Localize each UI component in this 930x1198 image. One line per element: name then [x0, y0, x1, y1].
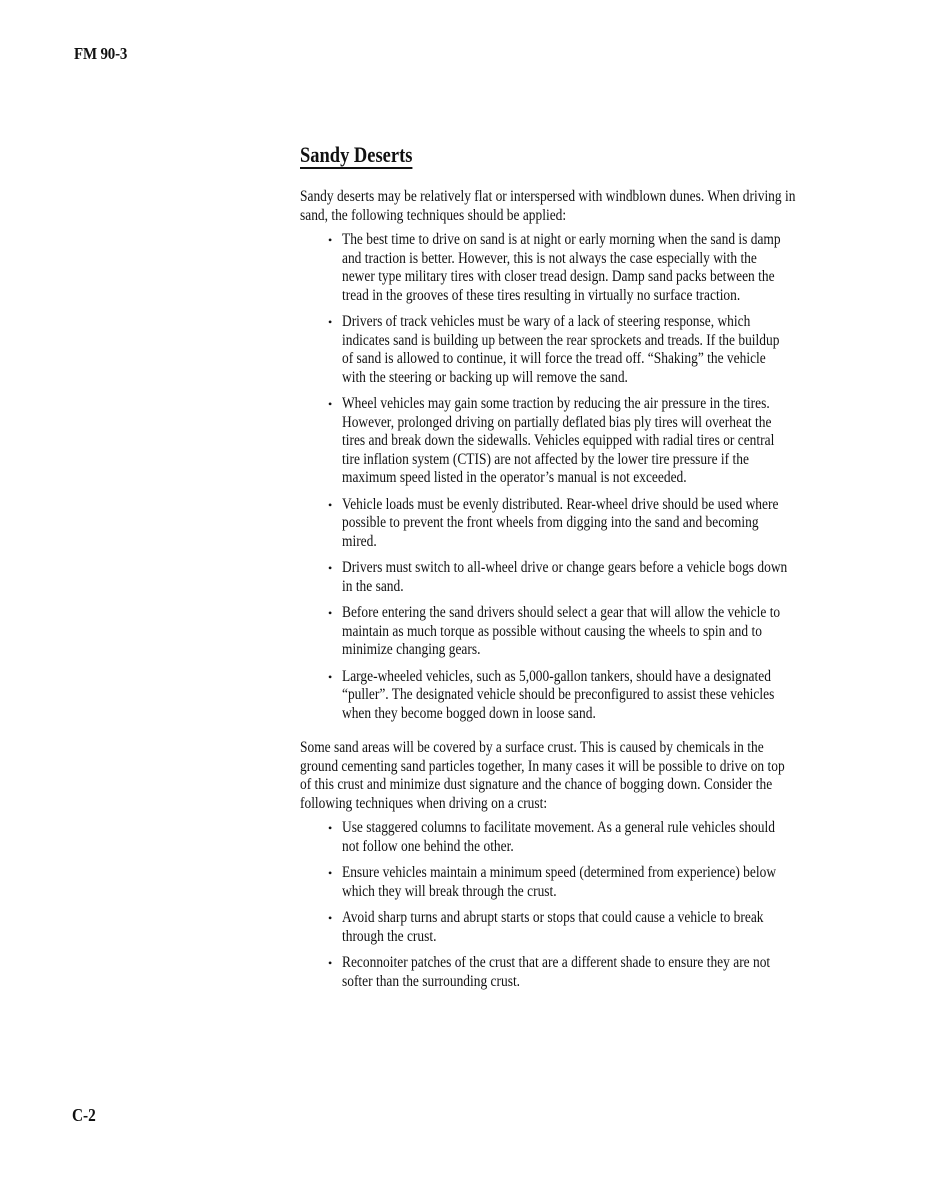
- list-item: [328, 395, 800, 488]
- bullet-marker: •: [328, 497, 333, 512]
- list-item: [328, 559, 800, 596]
- list-item-text: Use staggered columns to facilitate movement. As a general rule vehicles should not follow one behind the other.: [342, 819, 775, 855]
- bullet-marker: •: [328, 956, 333, 970]
- list-item: [328, 231, 800, 305]
- list-item-text: Drivers must switch to all-wheel drive or change gears before a vehicle bogs down in the sand.: [342, 559, 788, 595]
- list-item-text: The best time to drive on sand is at night or early morning when the sand is damp and traction is better. However, this is not always the case especially with the newer type military tires with closer tread design. Damp sand packs between the tread in the grooves of these tires resulting in virtually no surface traction.: [342, 231, 781, 304]
- list-item: [328, 954, 800, 991]
- crust-paragraph: Some sand areas will be covered by a surface crust. This is caused by chemicals in the ground cementing sand particles together, In many cases it will be possible to drive on top of this crust and minimize dust signature and the chance of bogging down. Consider the following techniques when driving on a crust:: [300, 739, 785, 812]
- crust-techniques-list: [300, 819, 800, 991]
- list-item-text: Large-wheeled vehicles, such as 5,000-gallon tankers, should have a designated “puller”. The designated vehicle should be preconfigured to assist these vehicles when they become bogged down in loose sand.: [342, 667, 775, 722]
- list-item: [328, 864, 800, 901]
- bullet-marker: •: [328, 866, 333, 880]
- list-item: [328, 819, 800, 856]
- intro-paragraph: Sandy deserts may be relatively flat or interspersed with windblown dunes. When driving in sand, the following techniques should be applied:: [300, 188, 796, 224]
- list-item: [328, 909, 800, 946]
- document-id: FM 90-3: [74, 44, 128, 63]
- list-item-text: Avoid sharp turns and abrupt starts or stops that could cause a vehicle to break through the crust.: [342, 909, 764, 945]
- list-item-text: Wheel vehicles may gain some traction by reducing the air pressure in the tires. However, prolonged driving on partially deflated bias ply tires will overheat the tires and break down the sidewalls. Vehicles equipped with radial tires or central tire inflation system (CTIS) are not affected by the lower tire pressure if the maximum speed listed in the operator’s manual is not exceeded.: [342, 395, 775, 486]
- sand-techniques-list: [300, 231, 800, 723]
- bullet-marker: •: [328, 397, 333, 411]
- list-item: [328, 496, 800, 552]
- bullet-marker: •: [328, 606, 333, 620]
- list-item-text: Vehicle loads must be evenly distributed. Rear-wheel drive should be used where possible to prevent the front wheels from digging into the sand and becoming mired.: [342, 495, 779, 550]
- bullet-marker: •: [328, 669, 333, 684]
- main-content: [300, 142, 800, 999]
- list-item: [328, 604, 800, 660]
- page-number: C-2: [72, 1105, 96, 1125]
- bullet-marker: •: [328, 821, 333, 835]
- list-item-text: Drivers of track vehicles must be wary of a lack of steering response, which indicates sand is building up between the rear sprockets and treads. If the buildup of sand is allowed to continue, it will force the tread off. “Shaking” the vehicle with the steering or backing up will remove the sand.: [342, 313, 780, 386]
- list-item: [328, 668, 800, 724]
- bullet-marker: •: [328, 561, 333, 575]
- bullet-marker: •: [328, 315, 333, 329]
- section-title: Sandy Deserts: [300, 142, 413, 167]
- list-item: [328, 313, 800, 387]
- bullet-marker: •: [328, 233, 333, 247]
- list-item-text: Ensure vehicles maintain a minimum speed (determined from experience) below which they will break through the crust.: [342, 864, 777, 900]
- list-item-text: Reconnoiter patches of the crust that are a different shade to ensure they are not softer than the surrounding crust.: [342, 954, 771, 990]
- list-item-text: Before entering the sand drivers should select a gear that will allow the vehicle to maintain as much torque as possible without causing the wheels to spin and to minimize changing gears.: [342, 604, 781, 658]
- bullet-marker: •: [328, 911, 333, 925]
